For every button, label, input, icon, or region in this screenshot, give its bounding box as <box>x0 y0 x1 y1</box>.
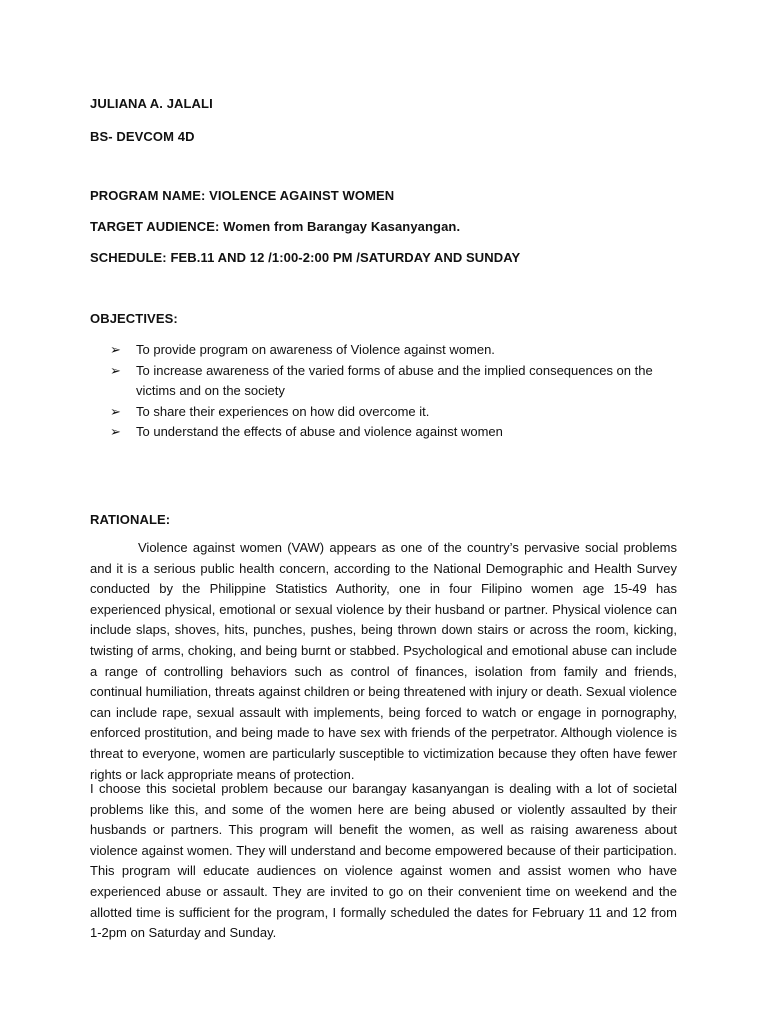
objective-text: To share their experiences on how did overcome it. <box>136 403 430 419</box>
schedule: SCHEDULE: FEB.11 AND 12 /1:00-2:00 PM /SATURDAY AND SUNDAY <box>90 250 521 265</box>
arrow-bullet-icon: ➢ <box>110 424 121 439</box>
objective-item <box>110 361 680 402</box>
objective-text: To increase awareness of the varied forms of abuse and the implied consequences on the victims and on the society <box>136 362 653 398</box>
target-audience: TARGET AUDIENCE: Women from Barangay Kasanyangan. <box>90 219 461 234</box>
objective-item <box>110 422 680 443</box>
rationale-heading: RATIONALE: <box>90 512 171 527</box>
course-section: BS- DEVCOM 4D <box>90 129 195 144</box>
objective-item <box>110 340 680 361</box>
rationale-paragraph-2: I choose this societal problem because our barangay kasanyangan is dealing with a lot of societal problems like this, and some of the women here are being abused or violently assaulted by their husbands or partners. This program will benefit the women, as well as raising awareness about violence against women. They will understand and become empowered because of their participation. This program will educate audiences on violence against women and assist women who have experienced abuse or assault. They are invited to go on their convenient time on weekend and the allotted time is sufficient for the program, I formally scheduled the dates for February 11 and 12 from 1-2pm on Saturday and Sunday. <box>90 781 677 941</box>
objective-text: To understand the effects of abuse and violence against women <box>136 424 503 439</box>
rationale-paragraph-1: Violence against women (VAW) appears as one of the country’s pervasive social problems and it is a serious public health concern, according to the National Demographic and Health Survey conducted by the Philippine Statistics Authority, one in four Filipino women age 15-49 has experienced physical, emotional or sexual violence by their husband or partner. Physical violence can include slaps, shoves, hits, punches, pushes, being thrown down stairs or across the room, kicking, twisting of arms, choking, and being burnt or stabbed. Psychological and emotional abuse can include a range of controlling behaviors such as control of finances, isolation from family and friends, continual humiliation, threats against children or being threatened with injury or death. Sexual violence can include rape, sexual assault with implements, being forced to watch or engage in pornography, enforced prostitution, and being made to have sex with friends of the perpetrator. Although violence is threat to everyone, women are particularly susceptible to victimization because they often have fewer rights or lack appropriate means of protection. <box>90 540 677 782</box>
objective-text: To provide program on awareness of Violence against women. <box>136 342 495 357</box>
objectives-list <box>110 340 680 443</box>
arrow-bullet-icon: ➢ <box>110 403 121 419</box>
program-name: PROGRAM NAME: VIOLENCE AGAINST WOMEN <box>90 188 395 203</box>
objectives-heading: OBJECTIVES: <box>90 311 178 326</box>
arrow-bullet-icon: ➢ <box>110 342 121 357</box>
arrow-bullet-icon: ➢ <box>110 362 121 378</box>
objective-item <box>110 402 680 423</box>
author-name: JULIANA A. JALALI <box>90 96 213 111</box>
